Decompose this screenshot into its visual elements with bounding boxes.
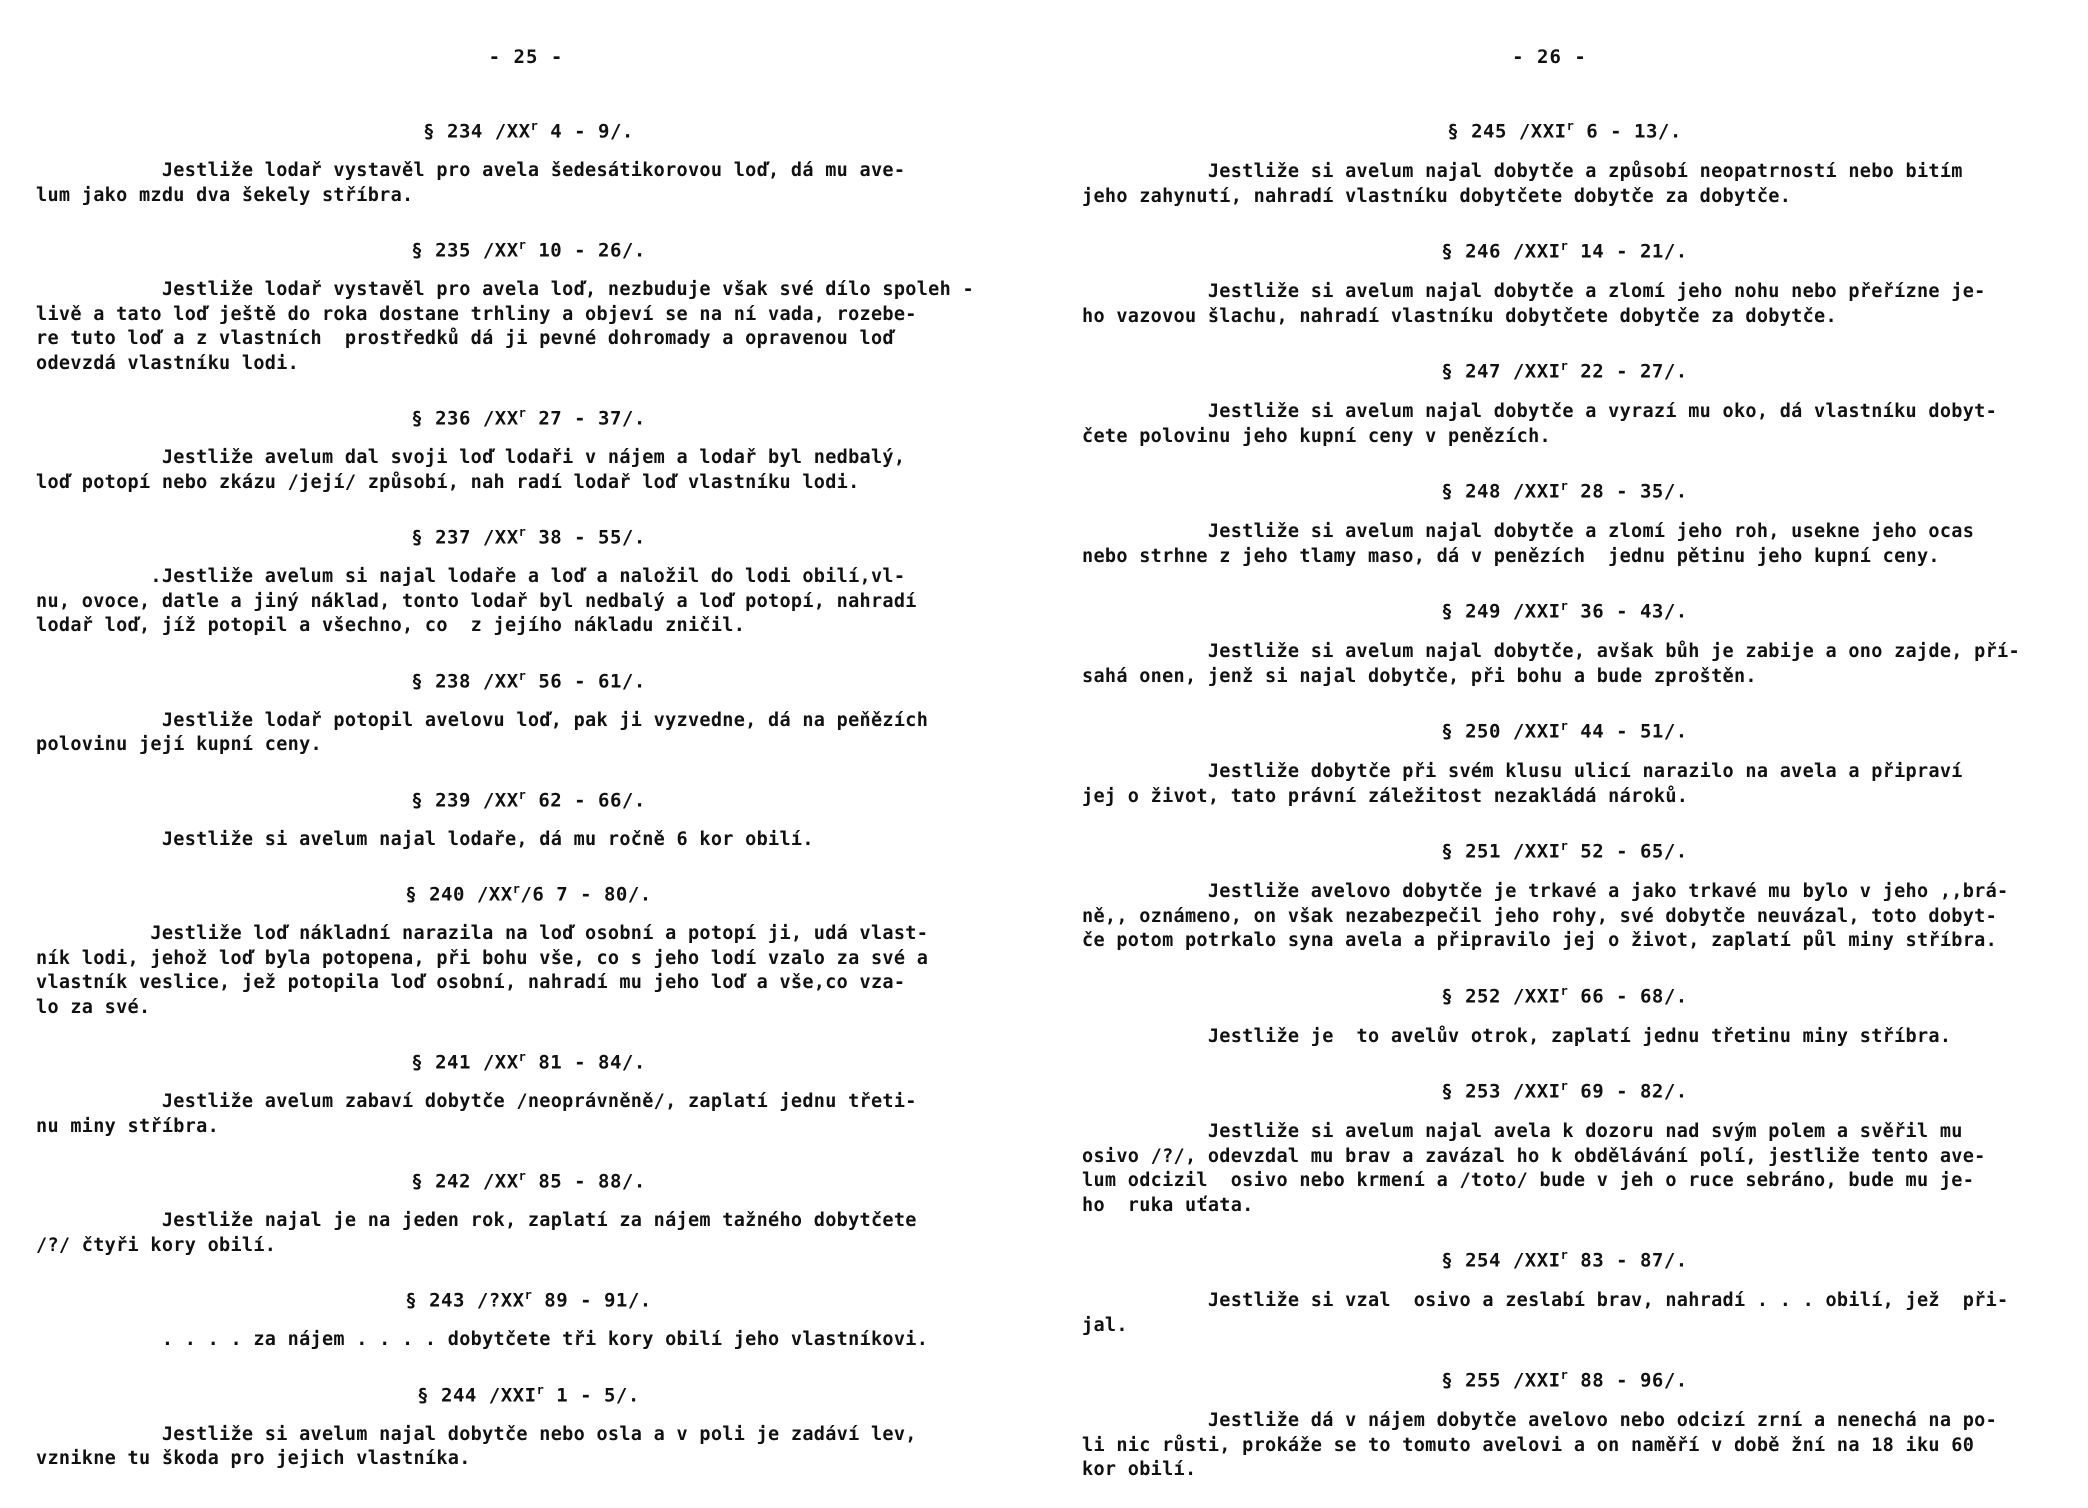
paragraph-line: re tuto loď a z vlastních prostředků dá ji pevné dohromady a opravenou loď — [36, 328, 894, 349]
paragraph-line: ho ruka uťata. — [1082, 1194, 1254, 1216]
section-heading: § 239 $/XX^r$ 62 - 66/. — [411, 787, 646, 811]
paragraph-line: Jestliže loď nákladní narazila na loď osobní a potopí ji, udá vlast- — [36, 923, 929, 944]
paragraph-line: nebo strhne z jeho tlamy maso, dá v penězích jednu pětinu jeho kupní ceny. — [1082, 545, 1940, 567]
paragraph-line: Jestliže si avelum najal dobytče a zlomí jeho roh, usekne jeho ocas — [1082, 521, 1975, 542]
paragraph-line: Jestliže najal je na jeden rok, zaplatí za nájem tažného dobytčete — [36, 1210, 917, 1231]
paragraph-line: .Jestliže avelum si najal lodaře a loď a naložil do lodi obilí,vl- — [36, 566, 906, 587]
paragraph-line: Jestliže dobytče při svém klusu ulicí narazilo na avela a připraví — [1082, 761, 1963, 782]
paragraph-line: ně,, oznámeno, on však nezabezpečil jeho rohy, své dobytče neuvázal, toto dobyt- — [1082, 905, 1998, 927]
paragraph-line: livě a tato loď ještě do roka dostane trhliny a objeví se na ní vada, rozebe- — [36, 303, 917, 325]
paragraph-line: Jestliže dá v nájem dobytče avelovo nebo odcizí zrní a nenechá na po- — [1082, 1410, 1998, 1431]
paragraph-line: ník lodi, jehož loď byla potopena, při bohu vše, co s jeho lodí vzalo za své a — [36, 947, 929, 969]
paragraph-line: Jestliže si avelum najal dobytče, avšak bůh je zabije a ono zajde, pří- — [1082, 641, 2020, 662]
section-heading: § 235 $/XX^r$ 10 - 26/. — [411, 238, 646, 262]
section-paragraph — [1082, 760, 2047, 809]
section-heading: § 236 $/XX^r$ 27 - 37/. — [411, 406, 646, 430]
paragraph-line: jal. — [1082, 1314, 1128, 1336]
paragraph-line: Jestliže si avelum najal lodaře, dá mu ročně 6 kor obilí. — [36, 828, 814, 850]
paragraph-line: vlastník veslice, jež potopila loď osobní, nahradí mu jeho loď a vše,co vza- — [36, 972, 906, 993]
paragraph-line: vznikne tu škoda pro jejich vlastníka. — [36, 1448, 471, 1469]
paragraph-line: odevzdá vlastníku lodi. — [36, 352, 300, 374]
section-paragraph — [1082, 1409, 2047, 1483]
paragraph-line: Jestliže avelum dal svoji loď lodaři v nájem a lodař byl nedbalý, — [36, 447, 906, 468]
paragraph-line: polovinu její kupní ceny. — [36, 734, 322, 755]
section-heading: § 248 /XXI$^r$ 28 - 35/. — [1441, 479, 1688, 503]
section-paragraph — [1082, 160, 2047, 209]
paragraph-line: Jestliže avelovo dobytče je trkavé a jako trkavé mu bylo v jeho ,,brá- — [1082, 881, 2009, 902]
section-heading: § 240 $/XX^r/6$ 7 - 80/. — [405, 882, 652, 906]
paragraph-line: Jestliže si vzal osivo a zeslabí brav, nahradí . . . obilí, jež při- — [1082, 1290, 2009, 1311]
paragraph-line: . . . . za nájem . . . . dobytčete tři kory obilí jeho vlastníkovi. — [36, 1329, 929, 1350]
paragraph-line: Jestliže si avelum najal dobytče a způsobí neopatrností nebo bitím — [1082, 161, 1963, 182]
paragraph-line: čete polovinu jeho kupní ceny v penězích. — [1082, 425, 1551, 447]
paragraph-line: kor obilí. — [1082, 1459, 1197, 1480]
paragraph-line: sahá onen, jenž si najal dobytče, při bohu a bude zproštěn. — [1082, 665, 1757, 687]
paragraph-line: nu, ovoce, datle a jiný náklad, tonto lodař byl nedbalý a loď potopí, nahradí — [36, 590, 917, 612]
section-heading: § 250 /XXI$^r$ 44 - 51/. — [1441, 719, 1688, 743]
paragraph-line: jej o život, tato právní záležitost nezakládá nároků. — [1082, 785, 1689, 807]
section-heading: § 255 /XXI$^r$ 88 - 96/. — [1441, 1368, 1688, 1392]
section-paragraph — [36, 1090, 1021, 1139]
paragraph-line: osivo /?/, odevzdal mu brav a zavázal ho k obdělávání polí, jestliže tento ave- — [1082, 1145, 1986, 1167]
left-page — [36, 0, 1021, 1500]
paragraph-line: Jestliže lodař vystavěl pro avela loď, nezbuduje však své dílo spoleh - — [36, 279, 974, 300]
section-heading: § 244 /XXI$^r$ 1 - 5/. — [417, 1382, 640, 1406]
section-paragraph — [1082, 280, 2047, 329]
paragraph-line: lum odcizil osivo nebo krmení a /toto/ bude v jeh o ruce sebráno, bude mu je- — [1082, 1170, 1975, 1191]
section-paragraph — [36, 828, 1021, 853]
section-heading: § 254 /XXI$^r$ 83 - 87/. — [1441, 1248, 1688, 1272]
section-paragraph — [36, 159, 1021, 208]
section-paragraph — [1082, 640, 2047, 689]
paragraph-line: Jestliže si avelum najal avela k dozoru nad svým polem a svěřil mu — [1082, 1121, 1963, 1142]
paragraph-line: lodař loď, jíž potopil a všechno, co z jejího nákladu zničil. — [36, 615, 746, 636]
paragraph-line: Jestliže si avelum najal dobytče a vyrazí mu oko, dá vlastníku dobyt- — [1082, 401, 1998, 422]
paragraph-line: Jestliže si avelum najal dobytče nebo osla a v poli je zadáví lev, — [36, 1423, 917, 1445]
section-paragraph — [1082, 1120, 2047, 1218]
section-heading: § 249 /XXI$^r$ 36 - 43/. — [1441, 599, 1688, 623]
paragraph-line: nu miny stříbra. — [36, 1115, 220, 1137]
section-heading: § 243 $/?XX^r$ 89 - 91/. — [405, 1288, 652, 1312]
paragraph-line: li nic růsti, prokáže se to tomuto avelovi a on naměří v době žní na 18 iku 60 — [1082, 1434, 1975, 1456]
section-heading: § 253 /XXI$^r$ 69 - 82/. — [1441, 1079, 1688, 1103]
section-heading: § 251 /XXI$^r$ 52 - 65/. — [1441, 839, 1688, 863]
page-number: - 26 - — [1512, 46, 1587, 68]
section-heading: § 241 $/XX^r$ 81 - 84/. — [411, 1050, 646, 1074]
paragraph-line: loď potopí nebo zkázu /její/ způsobí, nah radí lodař loď vlastníku lodi. — [36, 471, 860, 493]
section-paragraph — [36, 446, 1021, 495]
section-heading: § 252 /XXI$^r$ 66 - 68/. — [1441, 983, 1688, 1007]
paragraph-line: Jestliže je to avelův otrok, zaplatí jednu třetinu miny stříbra. — [1082, 1025, 1952, 1047]
section-paragraph — [36, 709, 1021, 758]
paragraph-line: če potom potrkalo syna avela a připravilo jej o život, zaplatí půl miny stříbra. — [1082, 930, 1998, 951]
paragraph-line: jeho zahynutí, nahradí vlastníku dobytčete dobytče za dobytče. — [1082, 185, 1792, 207]
right-page — [1082, 0, 2047, 1500]
section-paragraph — [36, 278, 1021, 376]
section-paragraph — [36, 1209, 1021, 1258]
section-paragraph — [1082, 400, 2047, 449]
paragraph-line: lo za své. — [36, 996, 151, 1018]
paragraph-line: Jestliže lodař vystavěl pro avela šedesátikorovou loď, dá mu ave- — [36, 160, 906, 181]
section-paragraph — [36, 565, 1021, 639]
paragraph-line: Jestliže si avelum najal dobytče a zlomí jeho nohu nebo přeřízne je- — [1082, 281, 1986, 302]
paragraph-line: Jestliže lodař potopil avelovu loď, pak ji vyzvedne, dá na peňězích — [36, 709, 929, 731]
section-paragraph — [36, 1423, 1021, 1472]
section-heading: § 237 $/XX^r$ 38 - 55/. — [411, 525, 646, 549]
section-paragraph — [1082, 520, 2047, 569]
paragraph-line: Jestliže avelum zabaví dobytče /neoprávněně/, zaplatí jednu třeti- — [36, 1091, 917, 1112]
paragraph-line: /?/ čtyři kory obilí. — [36, 1234, 277, 1256]
section-paragraph — [1082, 1289, 2047, 1338]
left-page-body — [36, 114, 1021, 1497]
paragraph-line: ho vazovou šlachu, nahradí vlastníku dobytčete dobytče za dobytče. — [1082, 305, 1837, 327]
section-heading: § 238 $/XX^r$ 56 - 61/. — [411, 668, 646, 692]
section-heading: § 246 /XXI$^r$ 14 - 21/. — [1441, 239, 1688, 263]
section-paragraph — [36, 922, 1021, 1020]
page-number: - 25 - — [488, 46, 564, 68]
section-heading: § 234 $/XX^r$ 4 - 9/. — [423, 119, 634, 143]
section-paragraph — [36, 1328, 1021, 1353]
paragraph-line: lum jako mzdu dva šekely stříbra. — [36, 184, 414, 206]
section-paragraph — [1082, 880, 2047, 954]
section-paragraph — [1082, 1025, 2047, 1050]
section-heading: § 242 $/XX^r$ 85 - 88/. — [411, 1169, 646, 1193]
right-page-body — [1082, 114, 2047, 1508]
section-heading: § 245 /XXI$^r$ 6 - 13/. — [1447, 119, 1682, 143]
section-heading: § 247 /XXI$^r$ 22 - 27/. — [1441, 359, 1688, 383]
